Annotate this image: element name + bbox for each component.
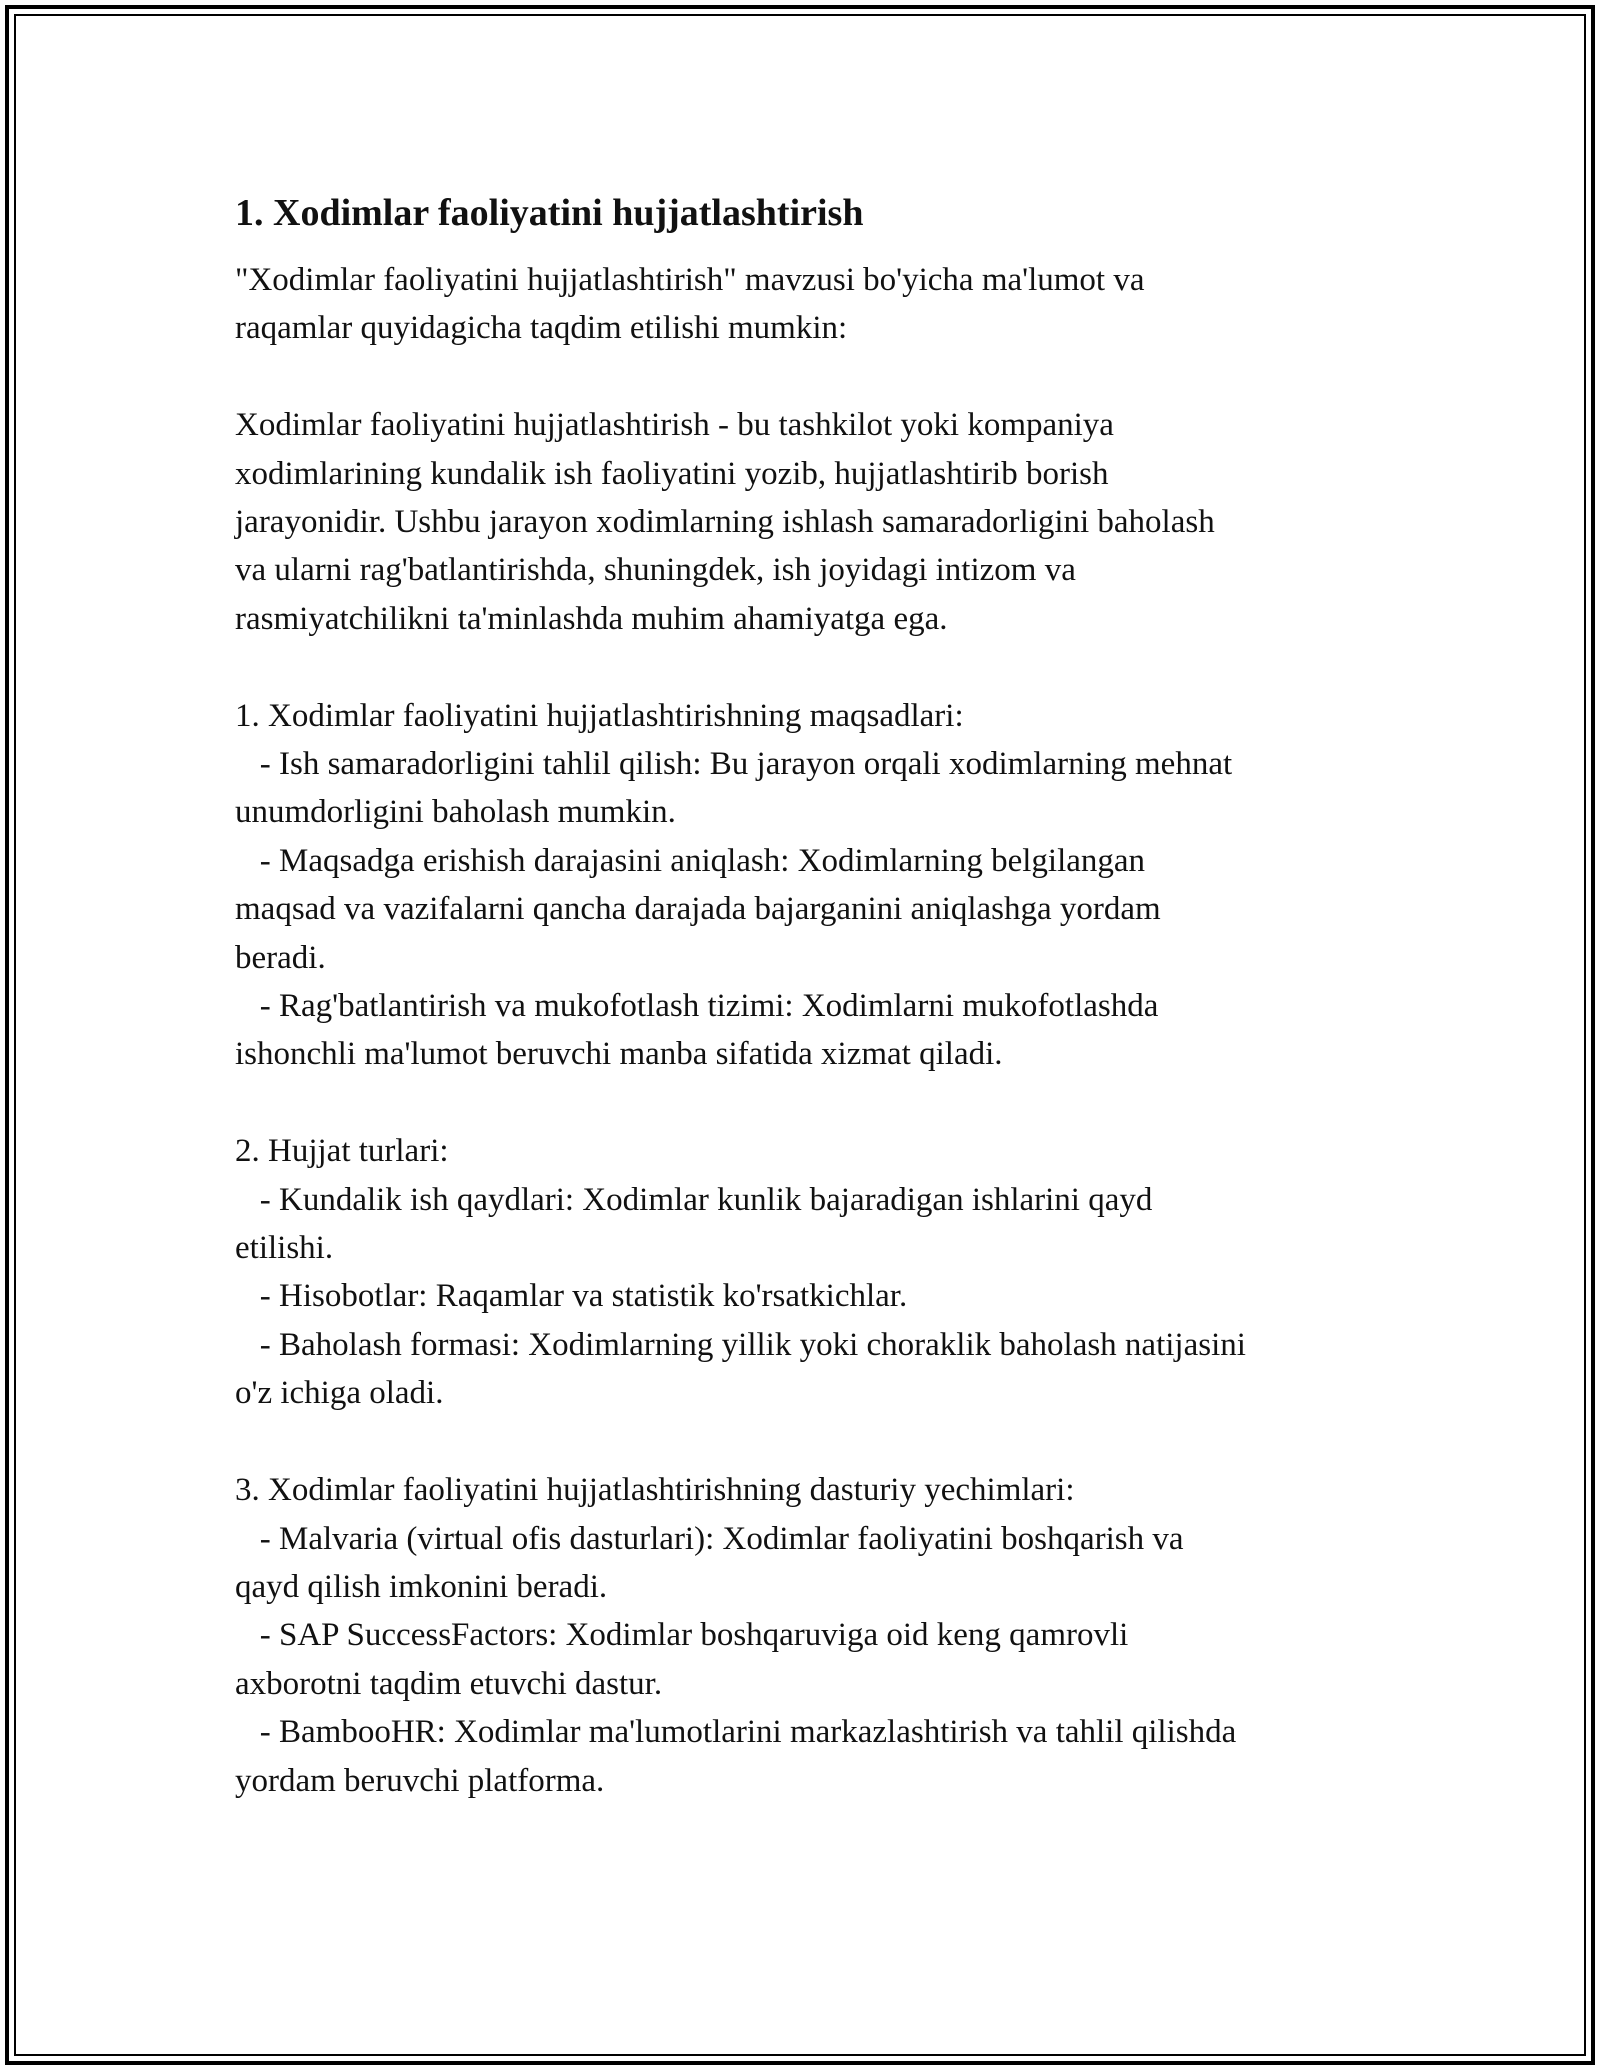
section-software-solutions — [235, 1466, 1375, 1805]
list-item: - Malvaria (virtual ofis dasturlari): Xodimlar faoliyatini boshqarish va — [235, 1520, 1184, 1557]
text-line: axborotni taqdim etuvchi dastur. — [235, 1665, 663, 1702]
section-heading: 3. Xodimlar faoliyatini hujjatlashtirishning dasturiy yechimlari: — [235, 1472, 1075, 1509]
text-line: unumdorligini baholash mumkin. — [235, 794, 676, 831]
text-line: ishonchli ma'lumot beruvchi manba sifatida xizmat qiladi. — [235, 1036, 1003, 1073]
text-line: qayd qilish imkonini beradi. — [235, 1568, 608, 1605]
text-line: va ularni rag'batlantirishda, shuningdek, ish joyidagi intizom va — [235, 552, 1076, 589]
section-goals — [235, 692, 1375, 1079]
definition-paragraph — [235, 401, 1375, 643]
section-heading: 2. Hujjat turlari: — [235, 1133, 449, 1170]
text-line: rasmiyatchilikni ta'minlashda muhim ahamiyatga ega. — [235, 600, 948, 637]
text-line: xodimlarining kundalik ish faoliyatini yozib, hujjatlashtirib borish — [235, 455, 1109, 492]
paragraph-gap — [235, 353, 1375, 401]
document-title: 1. Xodimlar faoliyatini hujjatlashtirish — [235, 192, 864, 234]
paragraph-gap — [235, 643, 1375, 691]
text-line: etilishi. — [235, 1230, 334, 1267]
text-line: "Xodimlar faoliyatini hujjatlashtirish" mavzusi bo'yicha ma'lumot va — [235, 262, 1145, 298]
text-line: yordam beruvchi platforma. — [235, 1762, 605, 1799]
paragraph-gap — [235, 1079, 1375, 1127]
list-item: - Baholash formasi: Xodimlarning yillik yoki choraklik baholash natijasini — [235, 1326, 1246, 1363]
list-item: - Maqsadga erishish darajasini aniqlash: Xodimlarning belgilangan — [235, 842, 1146, 879]
intro-paragraph — [235, 256, 1375, 353]
text-line: o'z ichiga oladi. — [235, 1375, 444, 1412]
section-heading: 1. Xodimlar faoliyatini hujjatlashtirishning maqsadlari: — [235, 697, 964, 734]
list-item: - Rag'batlantirish va mukofotlash tizimi: Xodimlarni mukofotlashda — [235, 988, 1159, 1025]
list-item: - SAP SuccessFactors: Xodimlar boshqaruviga oid keng qamrovli — [235, 1617, 1129, 1654]
list-item: - Hisobotlar: Raqamlar va statistik ko'rsatkichlar. — [235, 1278, 908, 1315]
text-line: Xodimlar faoliyatini hujjatlashtirish - bu tashkilot yoki kompaniya — [235, 407, 1114, 444]
paragraph-gap — [235, 1418, 1375, 1466]
list-item: - Kundalik ish qaydlari: Xodimlar kunlik bajaradigan ishlarini qayd — [235, 1181, 1153, 1218]
text-line: beradi. — [235, 939, 326, 976]
list-item: - Ish samaradorligini tahlil qilish: Bu jarayon orqali xodimlarning mehnat — [235, 746, 1233, 783]
list-item: - BambooHR: Xodimlar ma'lumotlarini markazlashtirish va tahlil qilishda — [235, 1714, 1237, 1751]
section-document-types — [235, 1127, 1375, 1417]
text-line: maqsad va vazifalarni qancha darajada bajarganini aniqlashga yordam — [235, 891, 1161, 928]
text-line: raqamlar quyidagicha taqdim etilishi mumkin: — [235, 310, 848, 347]
text-line: jarayonidir. Ushbu jarayon xodimlarning ishlash samaradorligini baholash — [235, 504, 1215, 541]
document-body — [235, 188, 1375, 1805]
